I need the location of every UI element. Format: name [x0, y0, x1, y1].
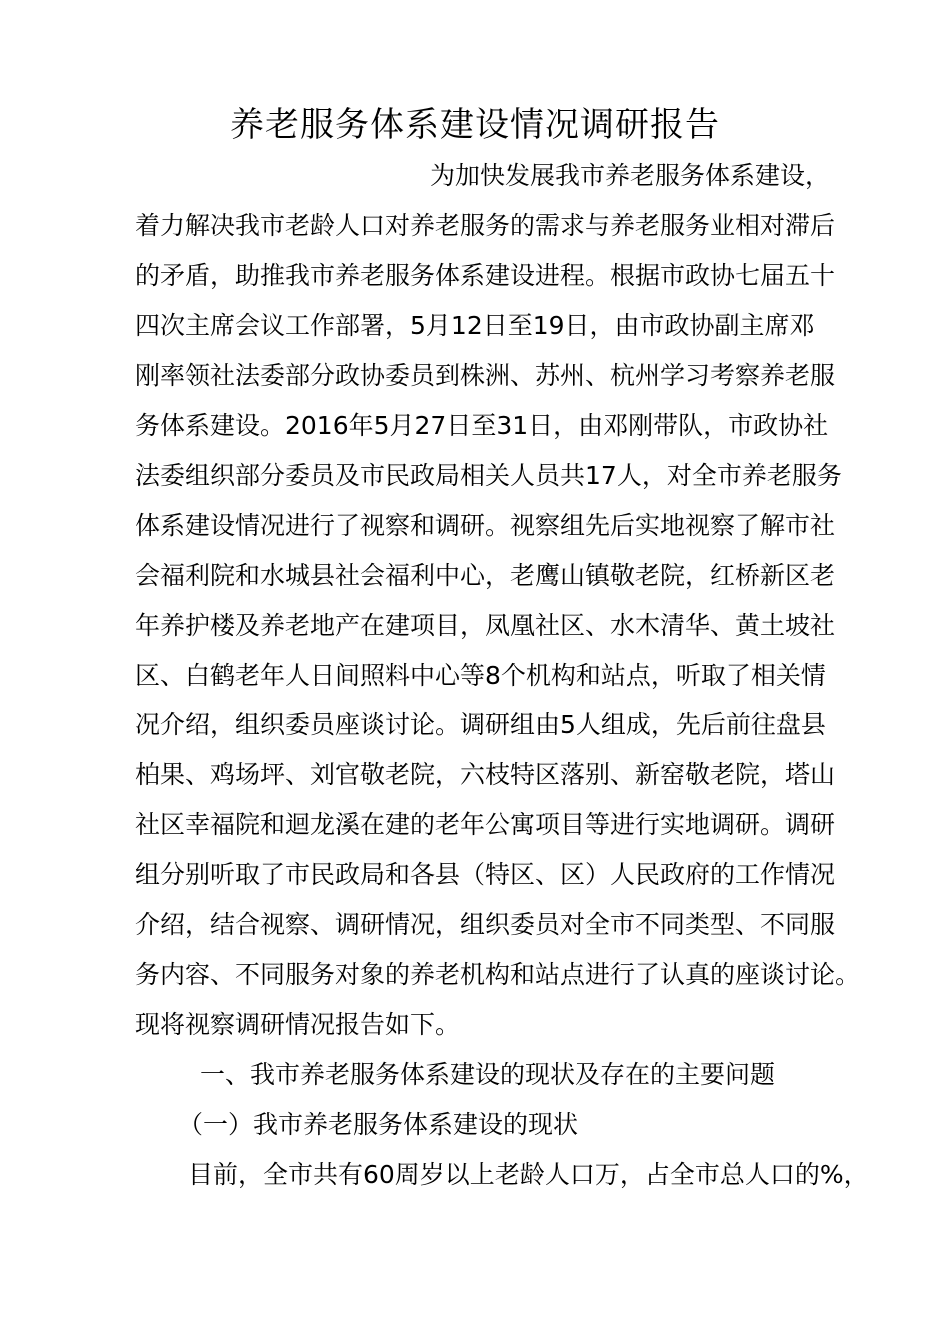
paragraph-line: 法委组织部分委员及市民政局相关人员共17人，对全市养老服务: [135, 461, 842, 490]
paragraph-line: 刚率领社法委部分政协委员到株洲、苏州、杭州学习考察养老服: [135, 361, 836, 390]
paragraph-line: 目前，全市共有60周岁以上老龄人口万，占全市总人口的%，: [188, 1160, 869, 1189]
paragraph-line: 介绍，结合视察、调研情况，组织委员对全市不同类型、不同服: [135, 910, 836, 939]
subsection-heading: （一）我市养老服务体系建设的现状: [178, 1110, 579, 1139]
paragraph-line: 体系建设情况进行了视察和调研。视察组先后实地视察了解市社: [135, 511, 836, 540]
paragraph-line: 区、白鹤老年人日间照料中心等8个机构和站点，听取了相关情: [135, 661, 826, 690]
section-heading: 一、我市养老服务体系建设的现状及存在的主要问题: [200, 1060, 776, 1089]
paragraph-line: 组分别听取了市民政局和各县（特区、区）人民政府的工作情况: [135, 860, 836, 889]
paragraph-line: 况介绍，组织委员座谈讨论。调研组由5人组成，先后前往盘县: [135, 710, 826, 739]
paragraph-line: 务体系建设。2016年5月27日至31日，由邓刚带队，市政协社: [135, 411, 829, 440]
paragraph-line: 柏果、鸡场坪、刘官敬老院，六枝特区落别、新窑敬老院，塔山: [135, 760, 836, 789]
paragraph-line: 为加快发展我市养老服务体系建设，: [430, 161, 831, 190]
paragraph-line: 社区幸福院和迴龙溪在建的老年公寓项目等进行实地调研。调研: [135, 810, 836, 839]
paragraph-line: 务内容、不同服务对象的养老机构和站点进行了认真的座谈讨论。: [135, 960, 861, 989]
paragraph-line: 现将视察调研情况报告如下。: [135, 1010, 461, 1039]
paragraph-line: 的矛盾，助推我市养老服务体系建设进程。根据市政协七届五十: [135, 261, 836, 290]
paragraph-line: 四次主席会议工作部署，5月12日至19日，由市政协副主席邓: [135, 311, 815, 340]
document-title: 养老服务体系建设情况调研报告: [230, 105, 720, 145]
paragraph-line: 着力解决我市老龄人口对养老服务的需求与养老服务业相对滞后: [135, 211, 836, 240]
paragraph-line: 会福利院和水城县社会福利中心，老鹰山镇敬老院，红桥新区老: [135, 561, 836, 590]
paragraph-line: 年养护楼及养老地产在建项目，凤凰社区、水木清华、黄土坡社: [135, 611, 836, 640]
